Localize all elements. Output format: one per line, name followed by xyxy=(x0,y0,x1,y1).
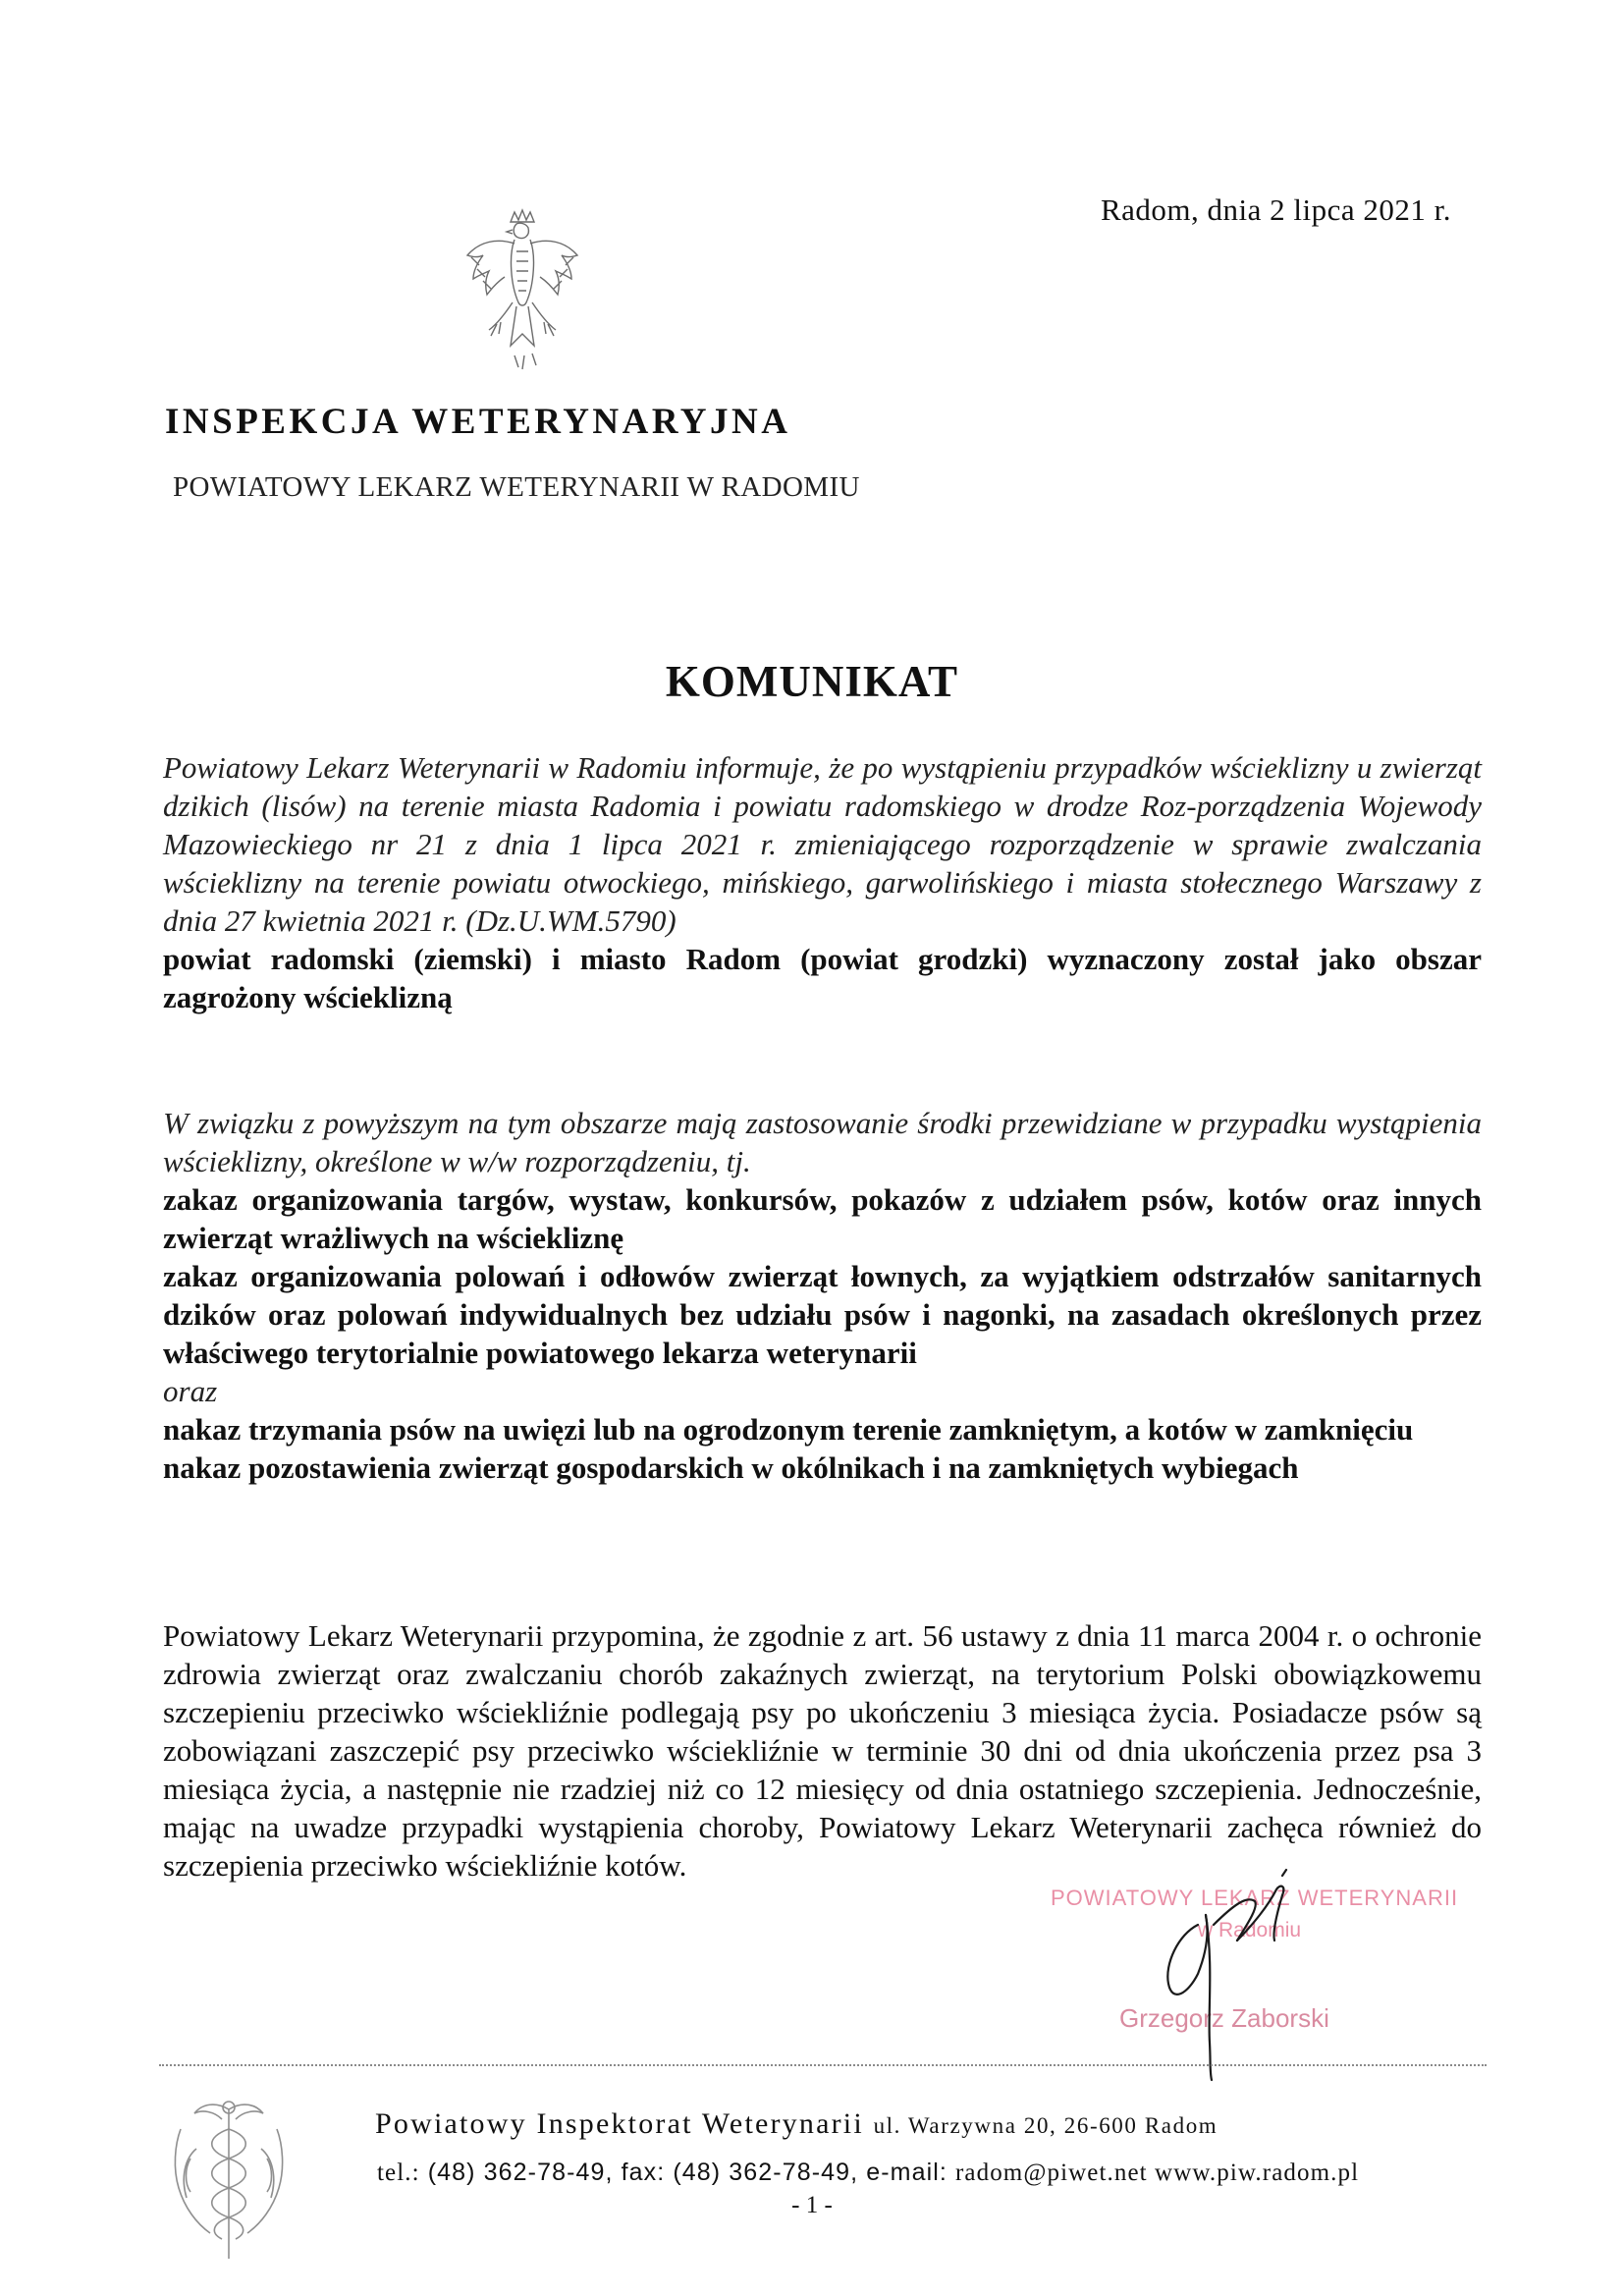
announcement-paragraph xyxy=(163,748,1482,1016)
organization-subtitle: POWIATOWY LEKARZ WETERYNARII W RADOMIU xyxy=(173,471,860,503)
footer-address: ul. Warzywna 20, 26-600 Radom xyxy=(873,2113,1218,2138)
footer-contact xyxy=(377,2159,1359,2187)
measure-item: nakaz pozostawienia zwierząt gospodarskich w okólnikach i na zamkniętych wybiegach xyxy=(163,1450,1299,1485)
measures-intro: W związku z powyższym na tym obszarze mają zastosowanie środki przewidziane w przypadku wystąpienia wścieklizny, określone w w/w rozporządzeniu, tj. xyxy=(163,1106,1482,1178)
polish-eagle-icon xyxy=(454,208,591,375)
caduceus-icon xyxy=(157,2090,300,2267)
footer-email-website: radom@piwet.net www.piw.radom.pl xyxy=(954,2159,1360,2186)
page-title: KOMUNIKAT xyxy=(665,657,959,706)
document-date: Radom, dnia 2 lipca 2021 r. xyxy=(1100,192,1451,227)
announcement-decision: powiat radomski (ziemski) i miasto Radom (powiat grodzki) wyznaczony został jako obszar zagrożony wścieklizną xyxy=(163,942,1482,1014)
measure-item: zakaz organizowania polowań i odłowów zwierząt łownych, za wyjątkiem odstrzałów sanitarnych dzików oraz polowań indywidualnych bez udziału psów i nagonki, na zasadach określonych przez właściwego terytorialnie powiatowego lekarza weterynarii xyxy=(163,1259,1482,1370)
footer-divider xyxy=(159,2064,1487,2066)
page-number: - 1 - xyxy=(791,2192,833,2218)
stamp-line: POWIATOWY LEKARZ WETERYNARII xyxy=(1051,1886,1459,1910)
stamp-line: w Radomiu xyxy=(1198,1919,1302,1941)
vaccination-reminder-text: Powiatowy Lekarz Weterynarii przypomina, że zgodnie z art. 56 ustawy z dnia 11 marca 2004 r. o ochronie zdrowia zwierząt oraz zwalczaniu chorób zakaźnych zwierząt, na terytorium Polski obowiązkowemu szczepieniu przeciwko wściekliźnie podlegają psy po ukończeniu 3 miesiąca życia. Posiadacze psów są zobowiązani zaszczepić psy przeciwko wściekliźnie w terminie 30 dni od dnia ukończenia przez psa 3 miesiąca życia, a następnie nie rzadziej niż co 12 miesięcy od dnia ostatniego szczepienia. Jednocześnie, mając na uwadze przypadki wystąpienia choroby, Powiatowy Lekarz Weterynarii zachęca również do szczepienia przeciwko wściekliźnie kotów. xyxy=(163,1618,1482,1883)
footer-office xyxy=(375,2107,1218,2141)
stamp-signatory-name: Grzegorz Zaborski xyxy=(1119,2003,1329,2033)
measure-item: zakaz organizowania targów, wystaw, konkursów, pokazów z udziałem psów, kotów oraz innych zwierząt wrażliwych na wściekliznę xyxy=(163,1182,1482,1255)
signature-icon xyxy=(1041,1846,1453,2082)
measure-item: nakaz trzymania psów na uwięzi lub na ogrodzonym terenie zamkniętym, a kotów w zamknięciu xyxy=(163,1412,1414,1447)
measures-connector: oraz xyxy=(163,1374,218,1408)
footer-office-name: Powiatowy Inspektorat Weterynarii xyxy=(375,2107,864,2140)
announcement-intro: Powiatowy Lekarz Weterynarii w Radomiu informuje, że po wystąpieniu przypadków wścieklizny u zwierząt dzikich (lisów) na terenie miasta Radomia i powiatu radomskiego w drodze Roz-porządzenia Wojewody Mazowieckiego nr 21 z dnia 1 lipca 2021 r. zmieniającego rozporządzenie w sprawie zwalczania wścieklizny na terenie powiatu otwockiego, mińskiego, garwolińskiego i miasta stołecznego Warszawy z dnia 27 kwietnia 2021 r. (Dz.U.WM.5790) xyxy=(163,750,1482,938)
organization-title: INSPEKCJA WETERYNARYJNA xyxy=(165,402,791,442)
footer-contact-prefix: tel.: xyxy=(377,2159,420,2186)
measures-section xyxy=(163,1104,1482,1487)
vaccination-reminder xyxy=(163,1616,1482,1885)
footer-contact-numbers: (48) 362-78-49, fax: (48) 362-78-49, e-mail: xyxy=(427,2159,947,2186)
official-stamp xyxy=(1041,1846,1459,2082)
